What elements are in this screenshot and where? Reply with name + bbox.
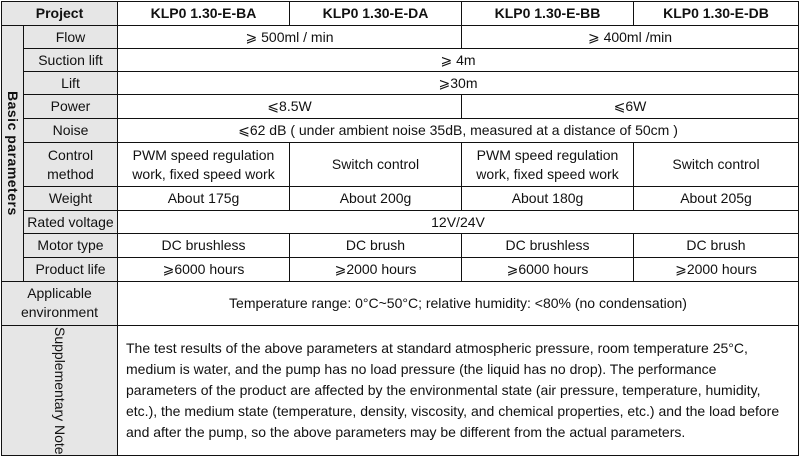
life-label: Product life	[24, 257, 118, 281]
noise-label: Noise	[24, 119, 118, 143]
motor-row	[2, 234, 799, 257]
flow-value-a: ⩾ 500ml / min	[118, 26, 462, 49]
power-row	[2, 95, 799, 119]
note-row	[2, 325, 799, 455]
motor-value-db: DC brush	[634, 234, 799, 257]
weight-value-bb: About 180g	[462, 187, 634, 211]
flow-label: Flow	[24, 26, 118, 49]
environment-label-line2: environment	[20, 304, 99, 321]
motor-label: Motor type	[24, 234, 118, 257]
flow-value-b: ⩾ 400ml /min	[462, 26, 799, 49]
lift-label: Lift	[24, 72, 118, 95]
suction-label: Suction lift	[24, 49, 118, 72]
project-header: Project	[2, 2, 118, 26]
model-header-ba: KLP0 1.30-E-BA	[118, 2, 290, 26]
weight-value-da: About 200g	[290, 187, 462, 211]
environment-label	[2, 281, 118, 325]
power-value-b: ⩽6W	[462, 95, 799, 119]
suction-row	[2, 49, 799, 72]
note-label-line2: Note	[52, 424, 68, 455]
control-label	[24, 143, 118, 187]
model-header-bb: KLP0 1.30-E-BB	[462, 2, 634, 26]
control-value-db: Switch control	[634, 143, 799, 187]
life-value-da: ⩾2000 hours	[290, 257, 462, 281]
pwm-line1: PWM speed regulation	[132, 146, 275, 163]
noise-value: ⩽62 dB ( under ambient noise 35dB, measured at a distance of 50cm )	[118, 119, 799, 143]
pwm-line2: work, fixed speed work	[132, 165, 275, 182]
life-value-ba: ⩾6000 hours	[118, 257, 290, 281]
flow-row	[2, 26, 799, 49]
control-label-line2: method	[47, 165, 94, 182]
supplementary-note-label	[2, 325, 118, 455]
life-value-bb: ⩾6000 hours	[462, 257, 634, 281]
model-header-db: KLP0 1.30-E-DB	[634, 2, 799, 26]
model-header-da: KLP0 1.30-E-DA	[290, 2, 462, 26]
pwm-line1: PWM speed regulation	[476, 146, 619, 163]
header-row	[2, 2, 799, 26]
pwm-line2: work, fixed speed work	[476, 165, 619, 182]
spec-table	[1, 1, 799, 456]
motor-value-da: DC brush	[290, 234, 462, 257]
life-value-db: ⩾2000 hours	[634, 257, 799, 281]
voltage-value: 12V/24V	[118, 211, 799, 234]
note-label-line1: Supplementary	[52, 326, 68, 421]
environment-row	[2, 281, 799, 325]
weight-row	[2, 187, 799, 211]
weight-value-db: About 205g	[634, 187, 799, 211]
control-value-ba	[118, 143, 290, 187]
power-value-a: ⩽8.5W	[118, 95, 462, 119]
life-row	[2, 257, 799, 281]
note-text: The test results of the above parameters at standard atmospheric pressure, room temperature 25°C, medium is water, and the pump has no load pressure (the liquid has no drop). The performance parameters of the product are affected by the environmental state (air pressure, temperature, humidity, etc.), the medium state (temperature, density, viscosity, and chemical properties, etc.) and the load before and after the pump, so the above parameters may be different from the actual parameters.	[118, 325, 799, 455]
environment-label-line1: Applicable	[27, 285, 92, 302]
basic-parameters-label: Basic parameters	[2, 26, 24, 282]
voltage-row	[2, 211, 799, 234]
motor-value-bb: DC brushless	[462, 234, 634, 257]
weight-label: Weight	[24, 187, 118, 211]
voltage-label: Rated voltage	[24, 211, 118, 234]
control-row	[2, 143, 799, 187]
weight-value-ba: About 175g	[118, 187, 290, 211]
power-label: Power	[24, 95, 118, 119]
lift-row	[2, 72, 799, 95]
noise-row	[2, 119, 799, 143]
control-label-line1: Control	[47, 146, 94, 163]
lift-value: ⩾30m	[118, 72, 799, 95]
control-value-bb	[462, 143, 634, 187]
motor-value-ba: DC brushless	[118, 234, 290, 257]
environment-value: Temperature range: 0°C~50°C; relative humidity: <80% (no condensation)	[118, 281, 799, 325]
suction-value: ⩾ 4m	[118, 49, 799, 72]
control-value-da: Switch control	[290, 143, 462, 187]
